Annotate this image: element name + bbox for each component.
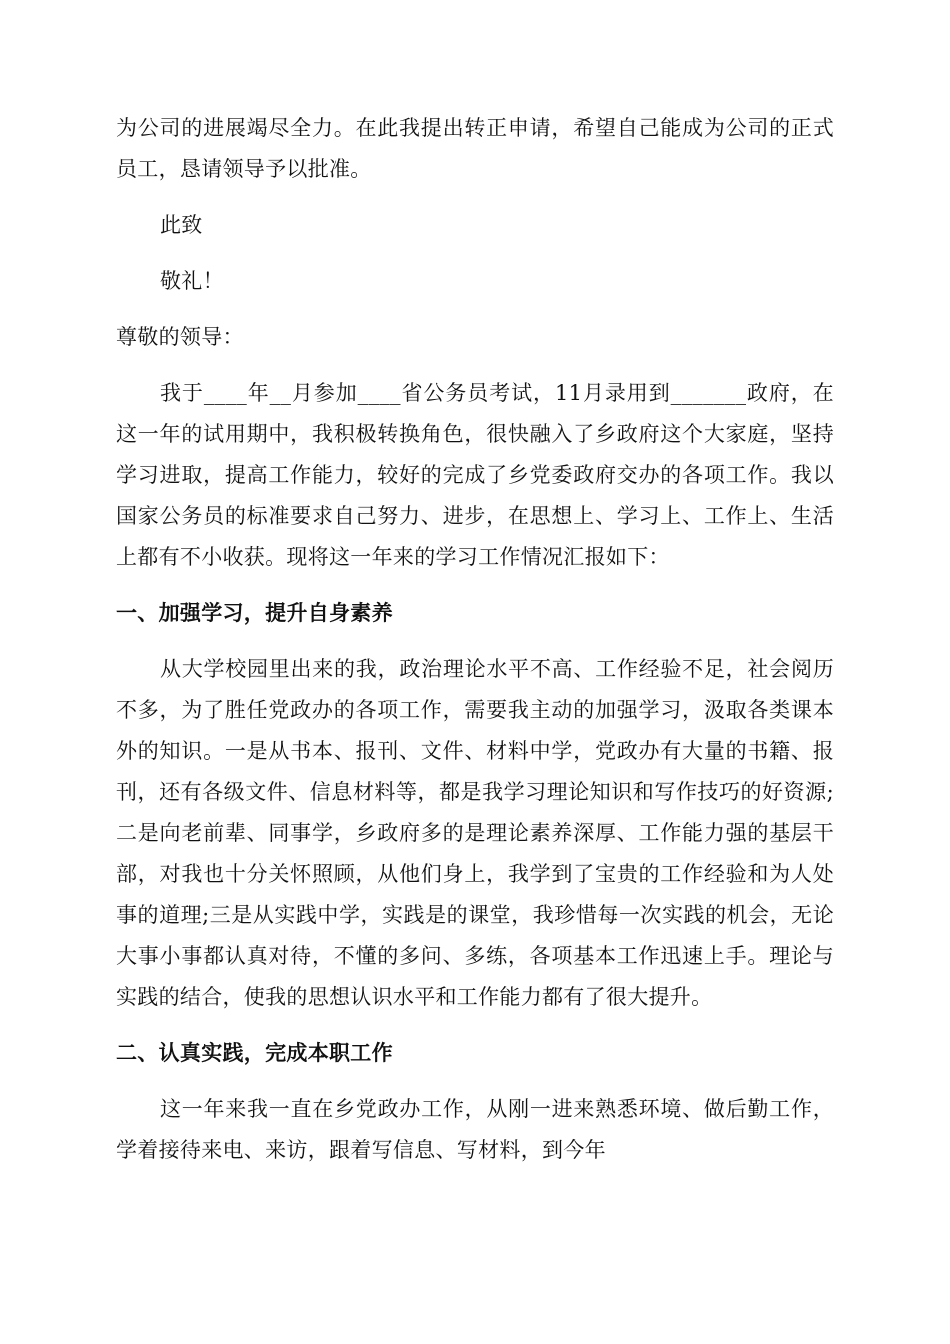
section-heading-1: 一、加强学习，提升自身素养 [116, 601, 393, 625]
body-paragraph-1: 我于____年__月参加____省公务员考试，11月录用到_______政府，在这一年的试用期中，我积极转换角色，很快融入了乡政府这个大家庭，坚持学习进取，提高工作能力，较好的完成了乡党委政府交办的各项工作。我以国家公务员的标准要求自己努力、进步，在思想上、学习上、工作上、生活上都有不小收获。现将这一年来的学习工作情况汇报如下： [116, 381, 834, 569]
closing-line-1: 此致 [160, 213, 203, 237]
intro-paragraph: 为公司的进展竭尽全力。在此我提出转正申请，希望自己能成为公司的正式员工，恳请领导予以批准。 [116, 116, 834, 181]
section-heading-2: 二、认真实践，完成本职工作 [116, 1041, 393, 1065]
body-paragraph-2: 从大学校园里出来的我，政治理论水平不高、工作经验不足，社会阅历不多，为了胜任党政办的各项工作，需要我主动的加强学习，汲取各类课本外的知识。一是从书本、报刊、文件、材料中学，党政办有大量的书籍、报刊，还有各级文件、信息材料等，都是我学习理论知识和写作技巧的好资源;二是向老前辈、同事学，乡政府多的是理论素养深厚、工作能力强的基层干部，对我也十分关怀照顾，从他们身上，我学到了宝贵的工作经验和为人处事的道理;三是从实践中学，实践是的课堂，我珍惜每一次实践的机会，无论大事小事都认真对待，不懂的多问、多练，各项基本工作迅速上手。理论与实践的结合，使我的思想认识水平和工作能力都有了很大提升。 [116, 657, 834, 1009]
salutation: 尊敬的领导： [116, 325, 244, 349]
document-body [116, 108, 834, 1171]
body-paragraph-3: 这一年来我一直在乡党政办工作，从刚一进来熟悉环境、做后勤工作，学着接待来电、来访，跟着写信息、写材料，到今年 [116, 1097, 834, 1162]
closing-line-2: 敬礼！ [160, 269, 224, 293]
